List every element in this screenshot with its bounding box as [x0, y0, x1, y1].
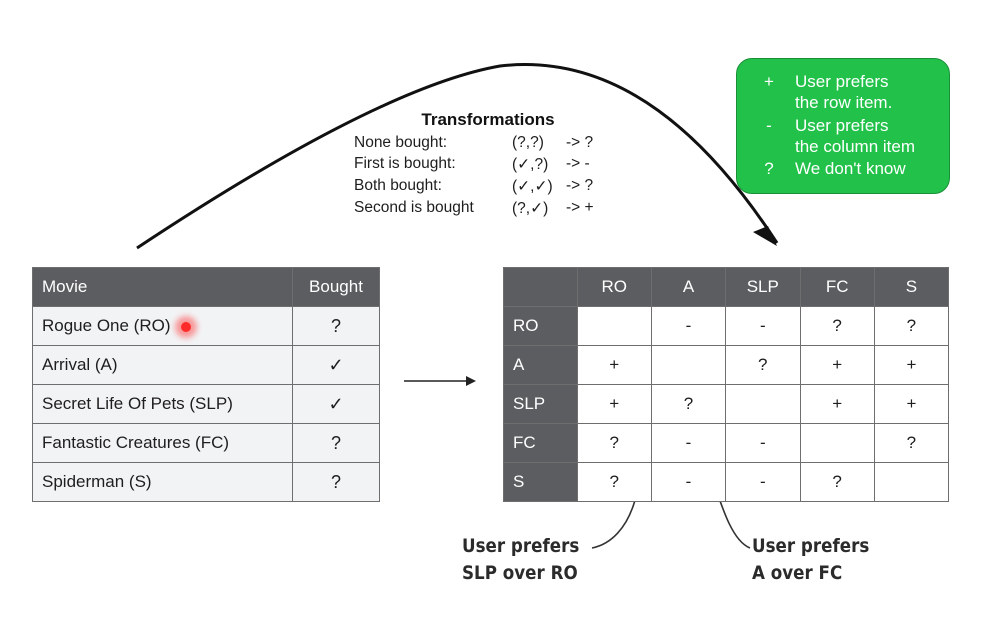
- matrix-corner: [504, 268, 578, 307]
- matrix-row-header: A: [504, 346, 578, 385]
- transformation-row: [354, 199, 624, 221]
- transformation-result: -> +: [566, 199, 594, 216]
- legend-box: [736, 58, 950, 194]
- movie-title: Rogue One (RO): [42, 316, 171, 335]
- matrix-cell: +: [874, 385, 948, 424]
- table-row: [33, 346, 380, 385]
- matrix-column-header: RO: [577, 268, 651, 307]
- matrix-cell: +: [874, 346, 948, 385]
- matrix-cell: -: [651, 424, 725, 463]
- bought-cell: ?: [293, 307, 380, 346]
- matrix-cell: -: [726, 307, 800, 346]
- matrix-cell: ?: [651, 385, 725, 424]
- matrix-column-header: S: [874, 268, 948, 307]
- matrix-row-header: S: [504, 463, 578, 502]
- legend-text: User prefers: [795, 72, 889, 91]
- matrix-cell: -: [726, 424, 800, 463]
- legend-text: the row item.: [795, 93, 893, 112]
- transformation-pair: (?,✓): [512, 200, 549, 217]
- matrix-cell: ?: [577, 424, 651, 463]
- bought-cell: ?: [293, 463, 380, 502]
- transformation-row: [354, 134, 624, 156]
- legend-text: User prefers: [795, 116, 889, 135]
- annotation-line: A over FC: [752, 562, 843, 584]
- transformation-result: -> -: [566, 155, 590, 172]
- table-row: [33, 424, 380, 463]
- movie-cell: Fantastic Creatures (FC): [33, 424, 293, 463]
- matrix-column-header: A: [651, 268, 725, 307]
- transformation-pair: (✓,✓): [512, 178, 553, 195]
- matrix-row-header: FC: [504, 424, 578, 463]
- matrix-row-header: SLP: [504, 385, 578, 424]
- matrix-cell: [874, 463, 948, 502]
- matrix-column-header: FC: [800, 268, 874, 307]
- table-header-row: [33, 268, 380, 307]
- matrix-cell: ?: [577, 463, 651, 502]
- movie-cell: Secret Life Of Pets (SLP): [33, 385, 293, 424]
- matrix-cell: ?: [800, 307, 874, 346]
- matrix-row: [504, 424, 949, 463]
- matrix-cell: ?: [800, 463, 874, 502]
- legend-symbol-question: ?: [764, 159, 774, 178]
- matrix-column-header: SLP: [726, 268, 800, 307]
- matrix-cell: +: [577, 385, 651, 424]
- annotation-line: SLP over RO: [462, 562, 578, 584]
- bought-cell: ?: [293, 424, 380, 463]
- matrix-cell: ?: [874, 424, 948, 463]
- transformation-label: Both bought:: [354, 177, 442, 194]
- column-header-bought: Bought: [293, 268, 380, 307]
- matrix-row: [504, 346, 949, 385]
- legend-text: We don't know: [795, 159, 906, 178]
- transformation-result: -> ?: [566, 134, 594, 151]
- matrix-cell: +: [800, 385, 874, 424]
- transformation-result: -> ?: [566, 177, 594, 194]
- matrix-cell: -: [651, 463, 725, 502]
- bought-cell: ✓: [293, 385, 380, 424]
- transformation-label: None bought:: [354, 134, 448, 151]
- legend-text: the column item: [795, 137, 915, 156]
- transformation-pair: (✓,?): [512, 156, 549, 173]
- matrix-cell: ?: [726, 346, 800, 385]
- matrix-row-header: RO: [504, 307, 578, 346]
- annotation-a-over-fc: [752, 533, 869, 587]
- movies-table: [32, 267, 380, 502]
- transformation-row: [354, 177, 624, 199]
- table-row: [33, 307, 380, 346]
- annotation-line: User prefers: [752, 535, 870, 557]
- matrix-header-row: [504, 268, 949, 307]
- matrix-cell: ?: [874, 307, 948, 346]
- transformation-label: First is bought:: [354, 155, 456, 172]
- cursor-highlight-icon: [181, 322, 191, 332]
- transformation-row: [354, 155, 624, 177]
- matrix-cell: [577, 307, 651, 346]
- matrix-cell: [800, 424, 874, 463]
- legend-symbol-plus: +: [764, 72, 774, 91]
- annotation-slp-over-ro: [462, 533, 579, 587]
- legend-symbol-minus: -: [766, 116, 772, 135]
- preference-matrix: [503, 267, 949, 502]
- bought-cell: ✓: [293, 346, 380, 385]
- matrix-cell: -: [651, 307, 725, 346]
- table-row: [33, 463, 380, 502]
- transformations-title: Transformations: [421, 110, 555, 129]
- matrix-row: [504, 463, 949, 502]
- transformation-label: Second is bought: [354, 199, 474, 216]
- movie-cell: [33, 307, 293, 346]
- column-header-movie: Movie: [33, 268, 293, 307]
- movie-cell: Spiderman (S): [33, 463, 293, 502]
- movie-cell: Arrival (A): [33, 346, 293, 385]
- matrix-cell: [651, 346, 725, 385]
- transformation-pair: (?,?): [512, 134, 544, 151]
- matrix-row: [504, 307, 949, 346]
- matrix-cell: +: [800, 346, 874, 385]
- matrix-row: [504, 385, 949, 424]
- table-row: [33, 385, 380, 424]
- matrix-cell: [726, 385, 800, 424]
- annotation-line: User prefers: [462, 535, 580, 557]
- matrix-cell: -: [726, 463, 800, 502]
- matrix-cell: +: [577, 346, 651, 385]
